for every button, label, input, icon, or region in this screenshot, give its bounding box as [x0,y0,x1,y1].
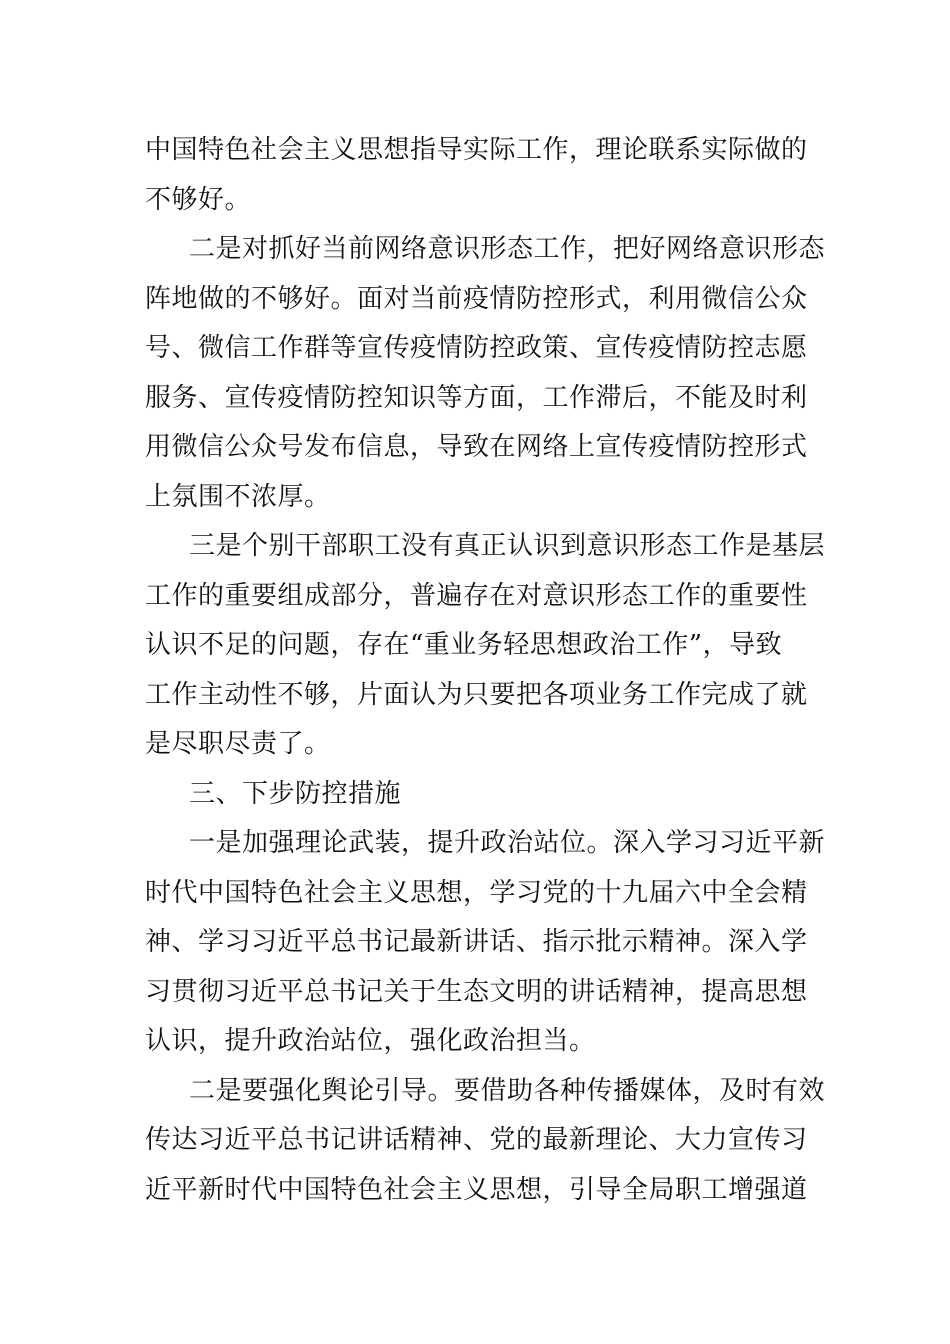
text-line: 神、学习习近平总书记最新讲话、指示批示精神。深入学 [145,927,808,957]
text-line: 阵地做的不够好。面对当前疫情防控形式，利用微信公众 [145,283,808,314]
text-line: 工作主动性不够，片面认为只要把各项业务工作完成了就 [145,679,808,710]
text-line: 是尽职尽责了。 [145,729,331,759]
text-line: 习贯彻习近平总书记关于生态文明的讲话精神，提高思想 [145,976,808,1007]
text-line: 用微信公众号发布信息，导致在网络上宣传疫情防控形式 [145,432,808,462]
text-line: 认识不足的问题，存在“重业务轻思想政治工作”，导致 [145,630,783,660]
text-line: 近平新时代中国特色社会主义思想，引导全局职工增强道 [145,1174,808,1205]
paragraph-start-line: 三是个别干部职工没有真正认识到意识形态工作是基层 [189,531,826,561]
section-heading: 三、下步防控措施 [189,778,402,809]
text-line: 不够好。 [145,184,252,215]
document-body [145,126,826,1215]
paragraph-start-line: 二是对抓好当前网络意识形态工作，把好网络意识形态 [189,234,826,264]
paragraph-start-line: 一是加强理论武装，提升政治站位。深入学习习近平新 [189,828,826,858]
text-line: 工作的重要组成部分，普遍存在对意识形态工作的重要性 [145,580,808,611]
text-line: 认识，提升政治站位，强化政治担当。 [145,1026,596,1056]
text-line: 中国特色社会主义思想指导实际工作，理论联系实际做的 [145,135,808,165]
text-line: 上氛围不浓厚。 [145,481,331,512]
text-line: 服务、宣传疫情防控知识等方面，工作滞后，不能及时利 [145,382,808,413]
paragraph-start-line: 二是要强化舆论引导。要借助各种传播媒体，及时有效 [189,1075,826,1106]
text-line: 传达习近平总书记讲话精神、党的最新理论、大力宣传习 [145,1125,808,1155]
text-line: 时代中国特色社会主义思想，学习党的十九届六中全会精 [145,877,808,908]
text-line: 号、微信工作群等宣传疫情防控政策、宣传疫情防控志愿 [145,333,808,363]
